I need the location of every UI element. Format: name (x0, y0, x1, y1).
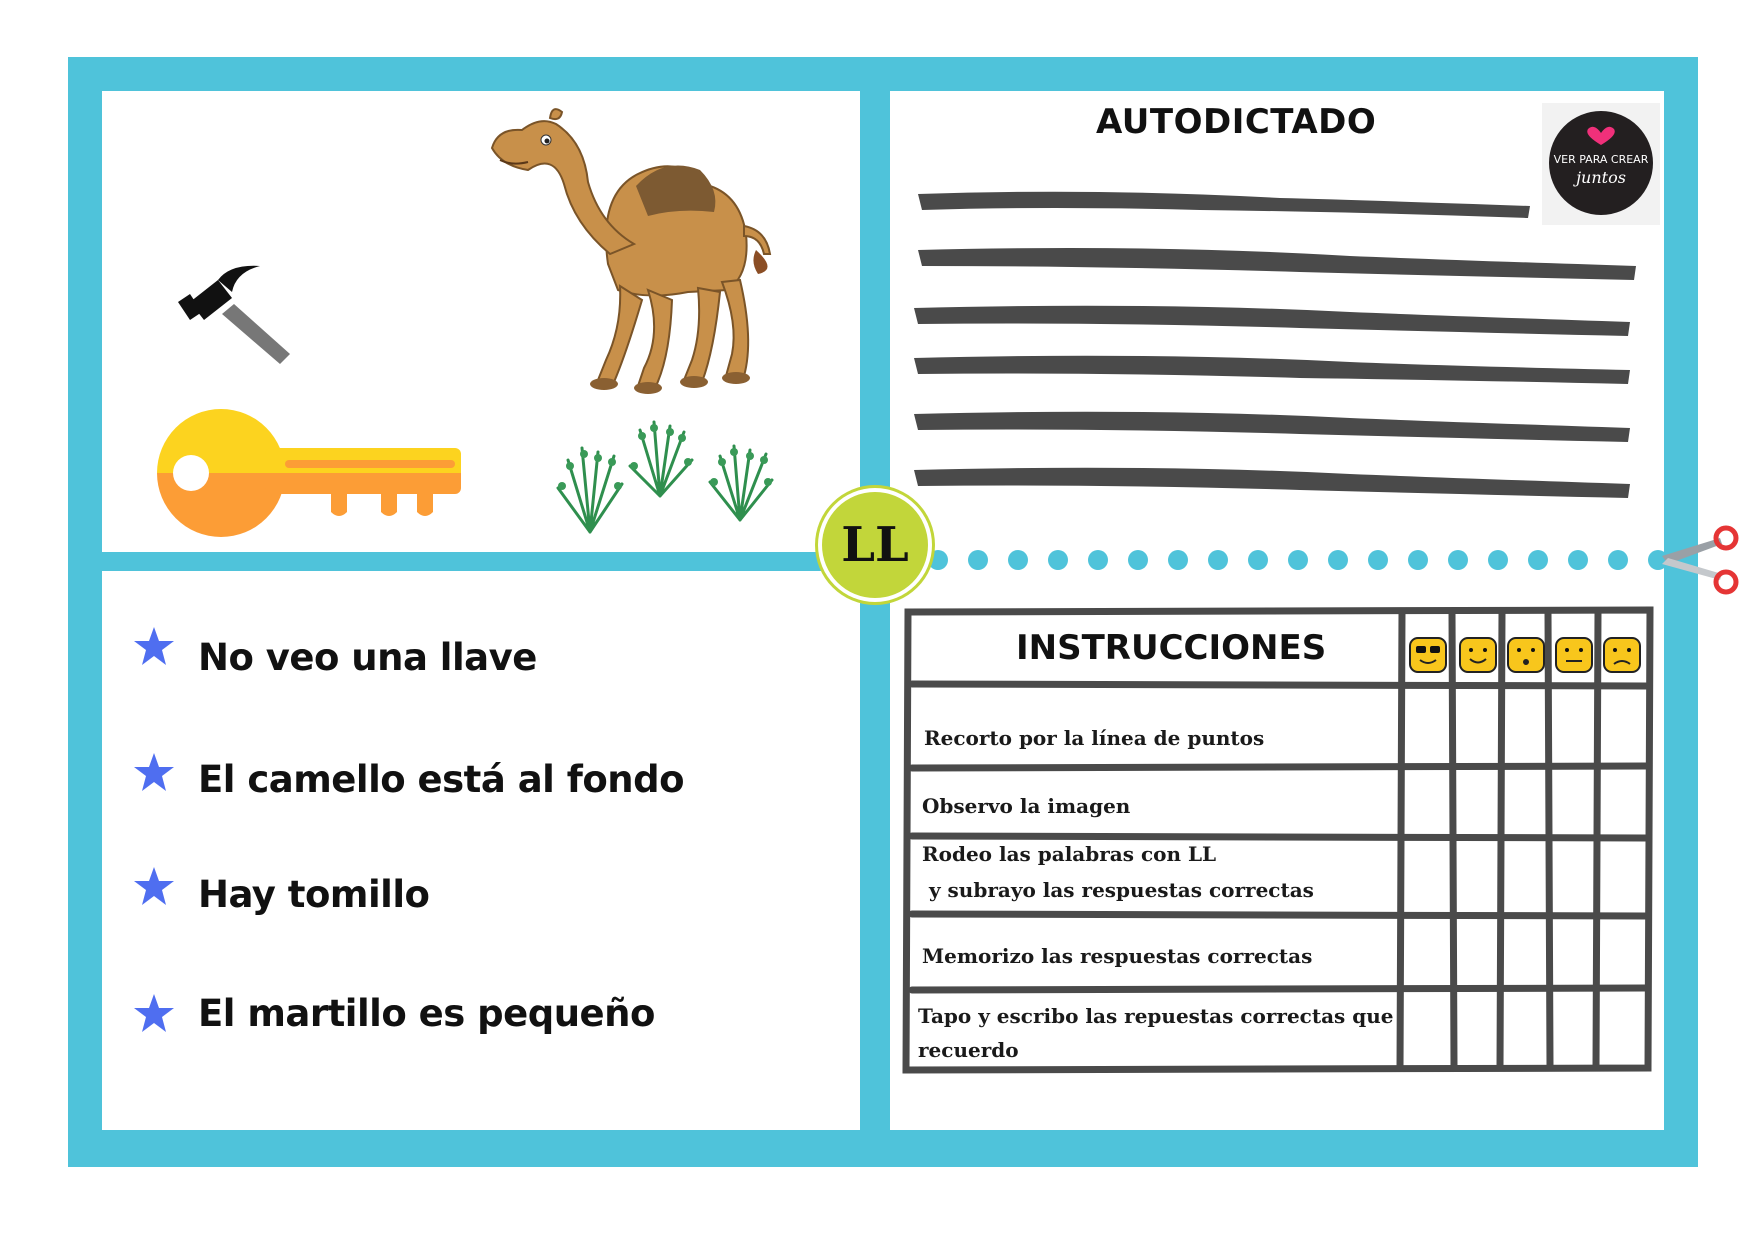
sentence-2: El camello está al fondo (198, 758, 685, 801)
rating-faces (1408, 636, 1648, 674)
instruction-row-2: Observo la imagen (922, 794, 1131, 818)
instruction-row-3-line1: Rodeo las palabras con LL (922, 842, 1217, 866)
instruction-row-4: Memorizo las respuestas correctas (922, 944, 1313, 968)
smile-face-icon (1460, 638, 1496, 672)
instruction-row-1: Recorto por la línea de puntos (924, 726, 1265, 750)
neutral-face-icon (1556, 638, 1592, 672)
sad-face-icon (1604, 638, 1640, 672)
instruction-row-5-line1: Tapo y escribo las repuestas correctas que (918, 1004, 1394, 1028)
logo-line1: VER PARA CREAR (1553, 153, 1649, 166)
sentence-4: El martillo es pequeño (198, 992, 655, 1035)
letter-badge-text: LL (841, 517, 909, 573)
autodictado-title: AUTODICTADO (1096, 102, 1377, 142)
instruction-row-5-line2: recuerdo (918, 1038, 1019, 1062)
logo-line2: juntos (1576, 168, 1626, 187)
sentence-1: No veo una llave (198, 636, 537, 679)
surprised-face-icon (1508, 638, 1544, 672)
sentence-3: Hay tomillo (198, 873, 430, 916)
cool-face-icon (1410, 638, 1446, 672)
instructions-title: INSTRUCCIONES (1016, 628, 1327, 668)
instruction-row-3-line2: y subrayo las respuestas correctas (922, 878, 1314, 902)
